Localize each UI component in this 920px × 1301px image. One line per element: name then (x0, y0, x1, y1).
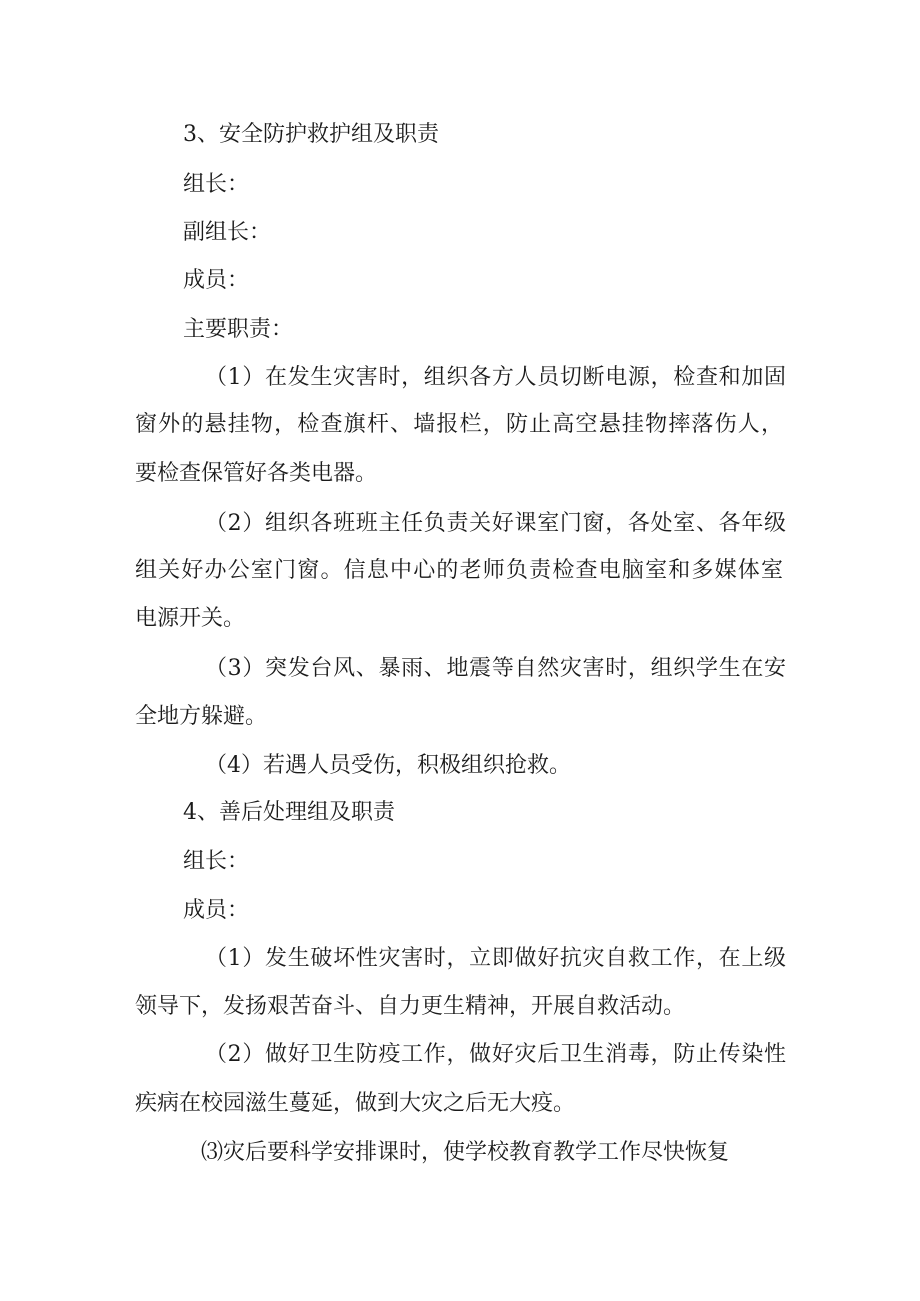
section-3-item-2-line-3: 电源开关。 (135, 606, 246, 631)
section-3-item-1-line-1: （1）在发生灾害时，组织各方人员切断电源，检查和加固 (205, 365, 786, 390)
section-3-item-4-line-1: （4）若遇人员受伤，积极组织抢救。 (205, 753, 571, 778)
section-4-members: 成员： (183, 898, 250, 923)
section-4-leader: 组长： (183, 849, 250, 874)
section-3-members: 成员： (183, 268, 250, 293)
section-3-deputy-leader: 副组长： (183, 220, 272, 245)
section-3-duties-label: 主要职责： (183, 317, 294, 342)
section-3-item-1-line-2: 窗外的悬挂物，检查旗杆、墙报栏，防止高空悬挂物摔落伤人， (135, 412, 783, 437)
section-3-heading: 3、安全防护救护组及职责 (183, 122, 439, 147)
section-4-heading: 4、善后处理组及职责 (183, 800, 395, 825)
section-3-item-2-line-2: 组关好办公室门窗。信息中心的老师负责检查电脑室和多媒体室 (135, 558, 783, 583)
section-4-item-3-line-1: ⑶灾后要科学安排课时，使学校教育教学工作尽快恢复 (201, 1140, 730, 1165)
section-3-item-3-line-1: （3）突发台风、暴雨、地震等自然灾害时，组织学生在安 (205, 656, 786, 681)
section-3-item-1-line-3: 要检查保管好各类电器。 (135, 461, 378, 486)
section-3-item-3-line-2: 全地方躲避。 (135, 704, 268, 729)
section-3-leader: 组长： (183, 172, 250, 197)
section-4-item-1-line-1: （1）发生破坏性灾害时，立即做好抗灾自救工作，在上级 (205, 946, 786, 971)
section-4-item-1-line-2: 领导下，发扬艰苦奋斗、自力更生精神，开展自救活动。 (135, 994, 686, 1019)
section-4-item-2-line-1: （2）做好卫生防疫工作，做好灾后卫生消毒，防止传染性 (205, 1042, 786, 1067)
section-3-item-2-line-1: （2）组织各班班主任负责关好课室门窗，各处室、各年级 (205, 511, 786, 536)
section-4-item-2-line-2: 疾病在校园滋生蔓延，做到大灾之后无大疫。 (135, 1091, 576, 1116)
